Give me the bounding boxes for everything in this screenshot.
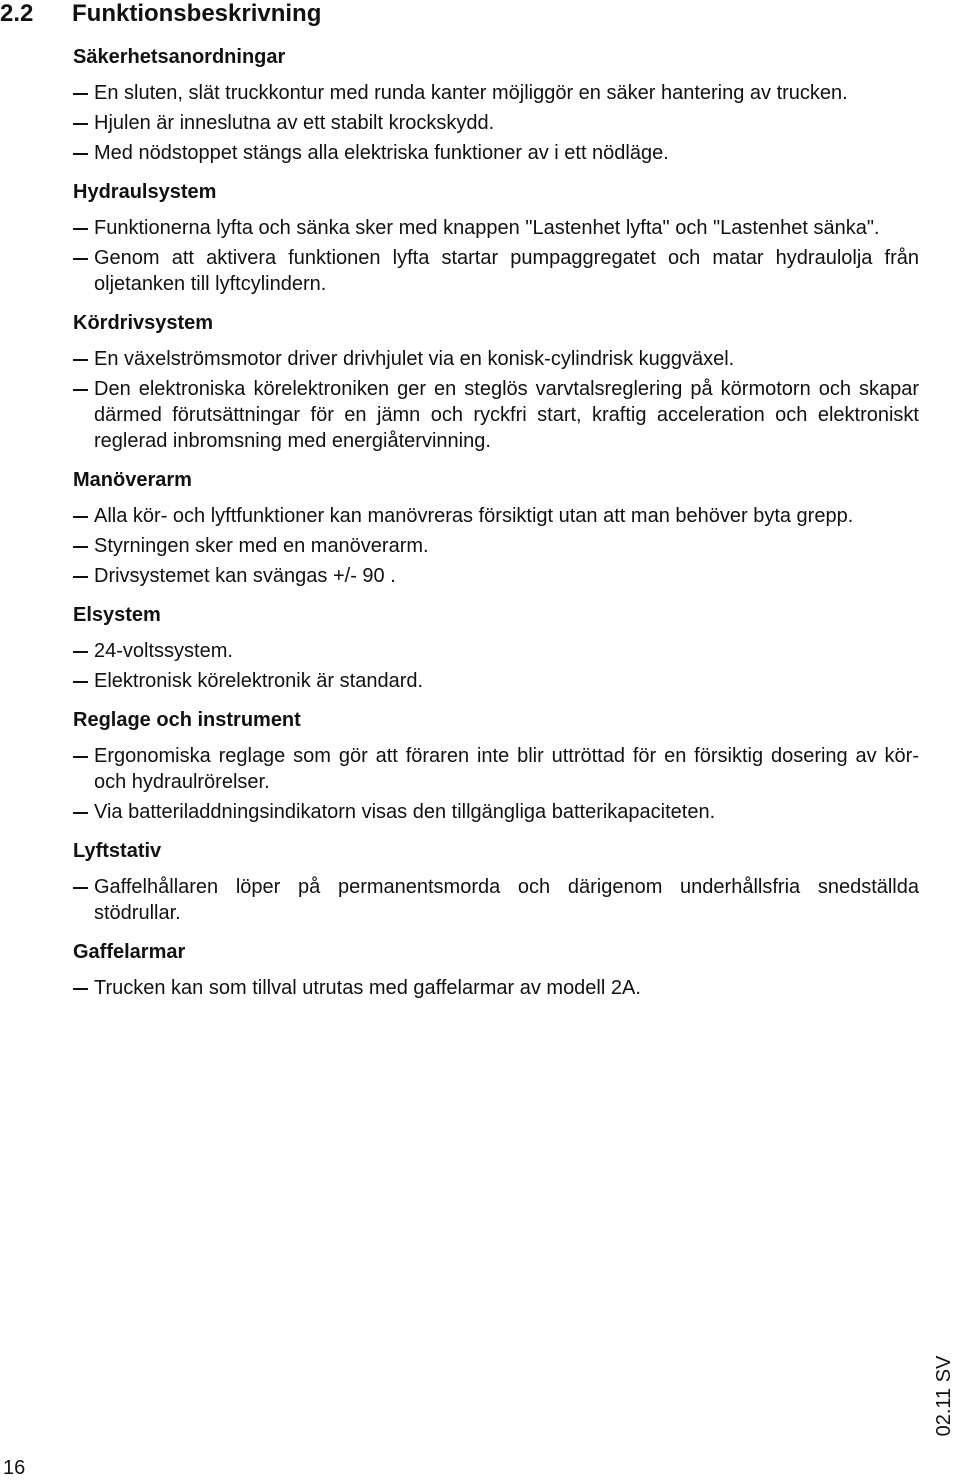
section [73,467,919,589]
list-item [73,503,919,529]
dash-bullet-icon [73,215,89,241]
bullet-list [73,503,919,589]
dash-bullet-icon [73,563,89,589]
list-item [73,80,919,106]
section [73,707,919,825]
document-body [73,44,919,1014]
list-item [73,533,919,559]
list-item-text: Elektronisk körelektronik är standard. [94,670,424,692]
dash-bullet-icon [73,743,89,769]
list-item [73,743,919,795]
section-title: Manöverarm [73,469,192,491]
section [73,602,919,694]
dash-bullet-icon [73,874,89,900]
section [73,44,919,166]
dash-bullet-icon [73,110,89,136]
list-item [73,975,919,1001]
bullet-list [73,975,919,1001]
list-item [73,638,919,664]
dash-bullet-icon [73,346,89,372]
dash-bullet-icon [73,80,89,106]
section-title: Reglage och instrument [73,709,301,731]
section [73,310,919,454]
section-title: Säkerhetsanordningar [73,46,286,68]
list-item [73,376,919,454]
bullet-list [73,743,919,825]
list-item-text: Via batteriladdningsindikatorn visas den tillgängliga batterikapaciteten. [94,801,716,823]
list-item [73,110,919,136]
bullet-list [73,874,919,926]
list-item-text: En sluten, slät truckkontur med runda kanter möjliggör en säker hantering av trucken. [94,82,848,104]
dash-bullet-icon [73,975,89,1001]
page-number: 16 [3,1457,26,1479]
page-heading [0,0,321,28]
dash-bullet-icon [73,140,89,166]
page-title: Funktionsbeskrivning [72,0,322,27]
list-item [73,874,919,926]
list-item-text: Hjulen är inneslutna av ett stabilt krockskydd. [94,112,495,134]
list-item-text: Trucken kan som tillval utrutas med gaffelarmar av modell 2A. [94,977,641,999]
list-item-text: Den elektroniska körelektroniken ger en steglös varvtalsreglering på körmotorn och skapar därmed förutsättningar för en jämn och ryckfri start, kraftig acceleration och elektroniskt reglerad inbromsning med energiåtervinning. [94,378,919,452]
list-item [73,140,919,166]
bullet-list [73,346,919,454]
list-item-text: Funktionerna lyfta och sänka sker med knappen "Lastenhet lyfta" och "Lastenhet sänka". [94,217,880,239]
list-item-text: Gaffelhållaren löper på permanentsmorda och därigenom underhållsfria snedställda stödrullar. [94,876,919,924]
document-code [931,1356,957,1436]
list-item-text: En växelströmsmotor driver drivhjulet via en konisk-cylindrisk kuggväxel. [94,348,735,370]
dash-bullet-icon [73,533,89,559]
dash-bullet-icon [73,638,89,664]
dash-bullet-icon [73,245,89,271]
dash-bullet-icon [73,503,89,529]
bullet-list [73,80,919,166]
list-item-text: Genom att aktivera funktionen lyfta startar pumpaggregatet och matar hydraulolja från oljetanken till lyftcylindern. [94,247,919,295]
section [73,939,919,1001]
section-number: 2.2 [0,0,34,27]
list-item [73,563,919,589]
list-item-text: Drivsystemet kan svängas +/- 90 . [94,565,396,587]
list-item-text: Styrningen sker med en manöverarm. [94,535,429,557]
section [73,179,919,297]
section-title: Lyftstativ [73,840,162,862]
list-item [73,346,919,372]
list-item-text: Alla kör- och lyftfunktioner kan manövreras försiktigt utan att man behöver byta grepp. [94,505,854,527]
list-item [73,799,919,825]
dash-bullet-icon [73,668,89,694]
bullet-list [73,638,919,694]
dash-bullet-icon [73,799,89,825]
list-item-text: Med nödstoppet stängs alla elektriska funktioner av i ett nödläge. [94,142,669,164]
list-item [73,245,919,297]
document-code-text: 02.11 SV [933,1355,955,1437]
list-item-text: 24-voltssystem. [94,640,233,662]
bullet-list [73,215,919,297]
list-item [73,668,919,694]
dash-bullet-icon [73,376,89,402]
list-item [73,215,919,241]
section-title: Kördrivsystem [73,312,214,334]
section-title: Hydraulsystem [73,181,217,203]
section [73,838,919,926]
section-title: Gaffelarmar [73,941,186,963]
section-title: Elsystem [73,604,161,626]
list-item-text: Ergonomiska reglage som gör att föraren inte blir uttröttad för en försiktig dosering av kör- och hydraulrörelser. [94,745,919,793]
